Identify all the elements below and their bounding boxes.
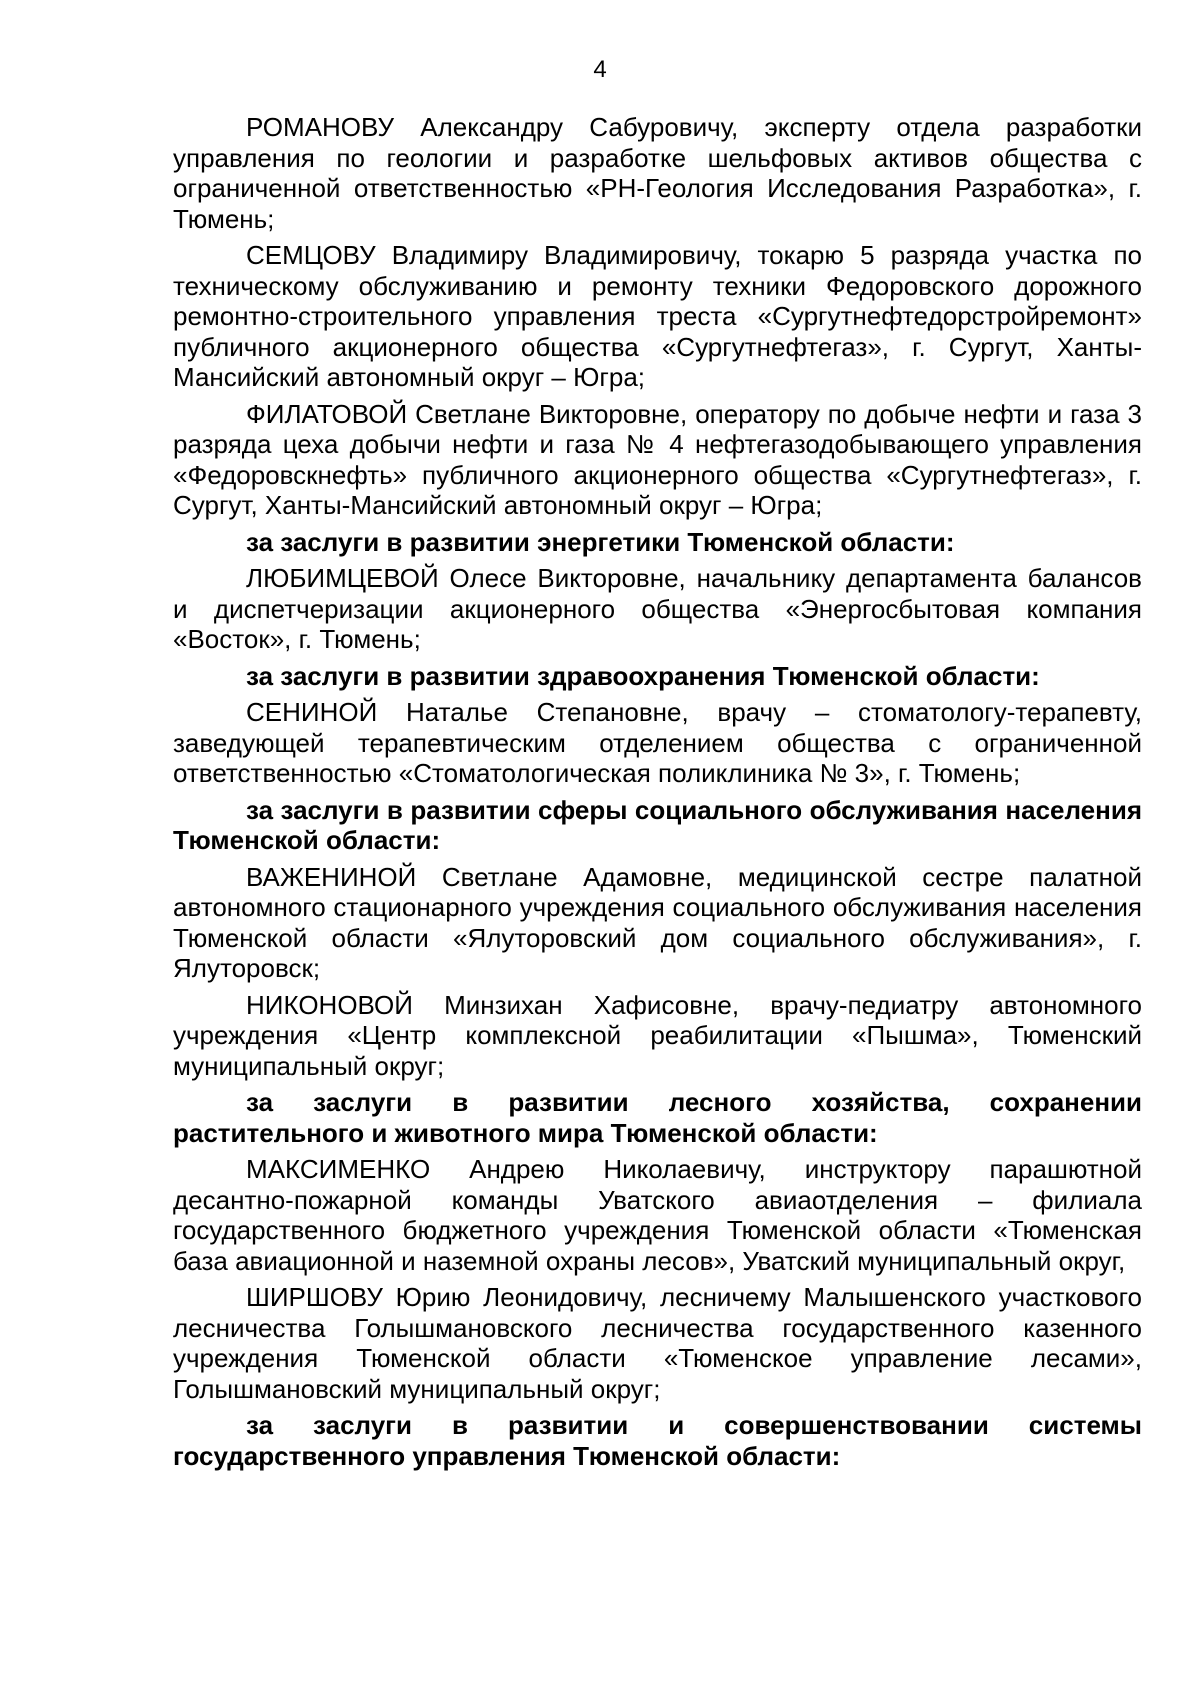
section-heading-public-administration: за заслуги в развитии и совершенствовании системы государственного управления Тюменской области: [173, 1410, 1142, 1471]
section-heading-healthcare: за заслуги в развитии здравоохранения Тюменской области: [246, 660, 1040, 691]
award-entry-lyubimtseva: ЛЮБИМЦЕВОЙ Олесе Викторовне, начальнику департамента балансов и диспетчеризации акционерного общества «Энергосбытовая компания «Восток», г. Тюмень; [173, 563, 1142, 654]
section-heading-energy: за заслуги в развитии энергетики Тюменской области: [246, 526, 955, 557]
award-entry-vazhenina: ВАЖЕНИНОЙ Светлане Адамовне, медицинской сестре палатной автономного стационарного учреждения социального обслуживания населения Тюменской области «Ялуторовский дом социального обслуживания», г. Ялуторовск; [173, 861, 1142, 983]
award-entry-maksimenko: МАКСИМЕНКО Андрею Николаевичу, инструктору парашютной десантно-пожарной команды Уватского авиаотделения – филиала государственного бюджетного учреждения Тюменской области «Тюменская база авиационной и наземной охраны лесов», Уватский муниципальный округ, [173, 1154, 1142, 1276]
award-entry-filatova: ФИЛАТОВОЙ Светлане Викторовне, оператору по добыче нефти и газа 3 разряда цеха добычи нефти и газа № 4 нефтегазодобывающего управления «Федоровскнефть» публичного акционерного общества «Сургутнефтегаз», г. Сургут, Ханты-Мансийский автономный округ – Югра; [173, 398, 1142, 520]
award-entry-nikonova: НИКОНОВОЙ Минзихан Хафисовне, врачу-педиатру автономного учреждения «Центр комплексной реабилитации «Пышма», Тюменский муниципальный округ; [173, 989, 1142, 1081]
page-number: 4 [593, 56, 607, 83]
section-heading-social-services: за заслуги в развитии сферы социального обслуживания населения Тюменской области: [173, 794, 1142, 855]
section-heading-forestry: за заслуги в развитии лесного хозяйства, сохранении растительного и животного мира Тюменской области: [173, 1087, 1142, 1148]
award-entry-senina: СЕНИНОЙ Наталье Степановне, врачу – стоматологу-терапевту, заведующей терапевтическим отделением общества с ограниченной ответственностью «Стоматологическая поликлиника № 3», г. Тюмень; [173, 697, 1142, 788]
document-body [173, 112, 1142, 1477]
award-entry-romanov: РОМАНОВУ Александру Сабуровичу, эксперту отдела разработки управления по геологии и разработке шельфовых активов общества с ограниченной ответственностью «РН-Геология Исследования Разработка», г. Тюмень; [173, 112, 1142, 234]
award-entry-semtsov: СЕМЦОВУ Владимиру Владимировичу, токарю 5 разряда участка по техническому обслуживанию и ремонту техники Федоровского дорожного ремонтно-строительного управления треста «Сургутнефтедорстройремонт» публичного акционерного общества «Сургутнефтегаз», г. Сургут, Ханты-Мансийский автономный округ – Югра; [173, 240, 1142, 392]
award-entry-shirshov: ШИРШОВУ Юрию Леонидовичу, лесничему Малышенского участкового лесничества Голышмановского лесничества государственного казенного учреждения Тюменской области «Тюменское управление лесами», Голышмановский муниципальный округ; [173, 1282, 1142, 1404]
